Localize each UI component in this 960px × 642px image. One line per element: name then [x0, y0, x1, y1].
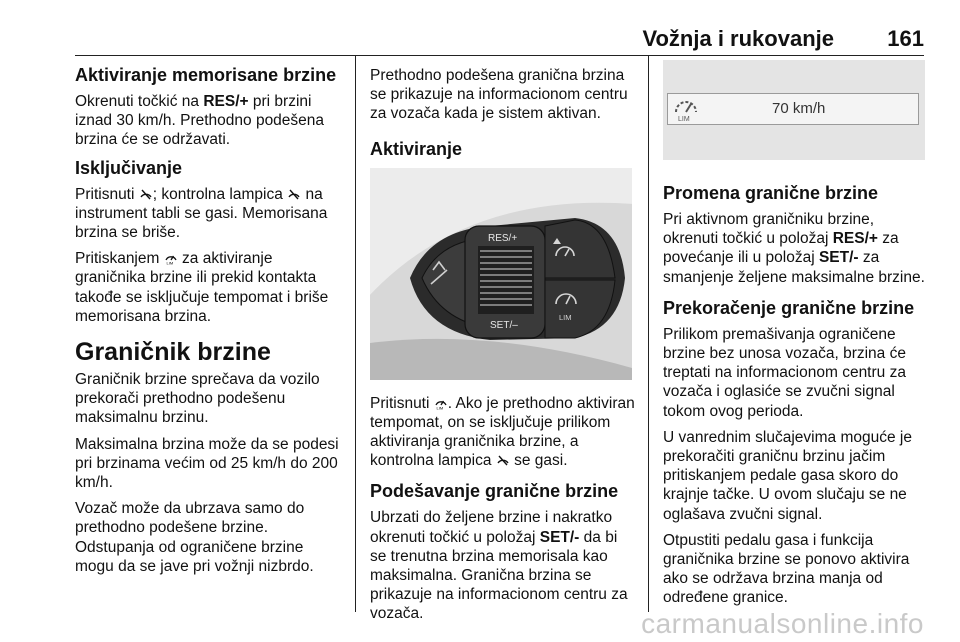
set-label: SET/– — [490, 319, 518, 331]
svg-text:LIM: LIM — [166, 260, 173, 266]
paragraph-limiter-intro: Graničnik brzine sprečava da vozilo prekorači prethodno podešenu maksimalnu brzinu. — [75, 371, 320, 427]
steering-wheel-controls-drawing — [370, 168, 632, 380]
cruise-off-icon — [287, 187, 301, 201]
heading-change-limit: Promena granične brzine — [663, 183, 879, 203]
lim-label: LIM — [559, 312, 572, 322]
steering-wheel-controls-image — [370, 168, 632, 380]
paragraph-preset-display: Prethodno podešena granična brzina se prikazuje na informacionom centru za vozača kada je sistem aktivan. — [370, 67, 628, 123]
column-middle — [370, 60, 635, 631]
heading-exceed-limit: Prekoračenje granične brzine — [663, 297, 915, 318]
heading-activation: Aktiviranje — [370, 138, 463, 159]
lcd-lim-label: LIM — [678, 116, 690, 122]
driver-info-display-image — [663, 60, 925, 160]
column-left — [75, 60, 345, 583]
page-header — [75, 26, 924, 56]
page-number: 161 — [887, 26, 924, 51]
watermark: carmanualsonline.info — [641, 608, 924, 639]
heading-speed-limiter: Graničnik brzine — [75, 338, 271, 367]
cruise-off-icon — [496, 453, 510, 467]
page-title: Vožnja i rukovanje — [642, 26, 834, 51]
paragraph-exceed-emergency: U vanrednim slučajevima moguće je prekoračiti graničnu brzinu jačim pritiskanjem pedale gasa skoro do krajnje tačke. U ovom slučaju se ne oglašava zvučni signal. — [663, 428, 912, 523]
limit-speed-value: 70 km/h — [772, 100, 826, 117]
column-divider-1 — [355, 56, 356, 612]
speed-limiter-icon — [672, 96, 700, 122]
speed-limiter-icon — [434, 396, 448, 410]
column-divider-2 — [648, 56, 649, 612]
heading-adjust-limit: Podešavanje granične brzine — [370, 481, 619, 502]
heading-activate-memorized-speed: Aktiviranje memorisane brzine — [75, 65, 337, 85]
svg-text:LIM: LIM — [436, 405, 443, 410]
paragraph-adjust-limit: Ubrzati do željene brzine i nakratko okrenuti točkić u položaj SET/- da bi se trenutna brzina memorisala kao maksimalna. Granična brzina se prikazuje na informacionom centru za vozača. — [370, 509, 628, 623]
header-rule — [75, 55, 924, 56]
limit-display-box — [667, 93, 919, 125]
paragraph-activate-limiter: Pritisnuti LIM . Ako je prethodno aktiviran tempomat, on se isključuje prilikom aktiviranja graničnika brzine, a kontrolna lampica se gasi. — [370, 394, 635, 470]
paragraph-limiter-press: Pritiskanjem LIM za aktiviranje graničnika brzine ili prekid kontakta takođe se isključuje tempomat i briše memorisana brzina. — [75, 250, 329, 325]
heading-deactivate: Isključivanje — [75, 157, 183, 178]
column-right — [663, 60, 928, 615]
paragraph-reactivate: Otpustiti pedalu gasa i funkcija graničnika brzine se ponovo aktivira ako se održava brzina manja od određene granice. — [663, 531, 910, 607]
paragraph-exceed-warning: Prilikom premašivanja ograničene brzine bez unosa vozača, brzina će treptati na informacionom centru za vozača i oglasiće se zvučni signal tokom ovog perioda. — [663, 325, 906, 420]
paragraph-limiter-range: Maksimalna brzina može da se podesi pri brzinama većim od 25 km/h do 200 km/h. — [75, 435, 339, 492]
cruise-off-icon — [139, 187, 153, 201]
paragraph-deactivate: Pritisnuti ; kontrolna lampica na instrument tabli se gasi. Memorisana brzina se briše. — [75, 185, 328, 242]
res-label: RES/+ — [488, 232, 518, 244]
speed-limiter-icon — [164, 251, 178, 265]
paragraph-res: Okrenuti točkić na RES/+ pri brzini iznad 30 km/h. Prethodno podešena brzina će se održavati. — [75, 93, 325, 149]
paragraph-change-limit: Pri aktivnom graničniku brzine, okrenuti točkić u položaj RES/+ za povećanje ili u položaj SET/- za smanjenje željene maksimalne brzine. — [663, 211, 925, 286]
paragraph-limiter-accel: Vozač može da ubrzava samo do prethodno podešene brzine. Odstupanja od ograničene brzine mogu da se jave pri vožnji nizbrdo. — [75, 500, 314, 575]
